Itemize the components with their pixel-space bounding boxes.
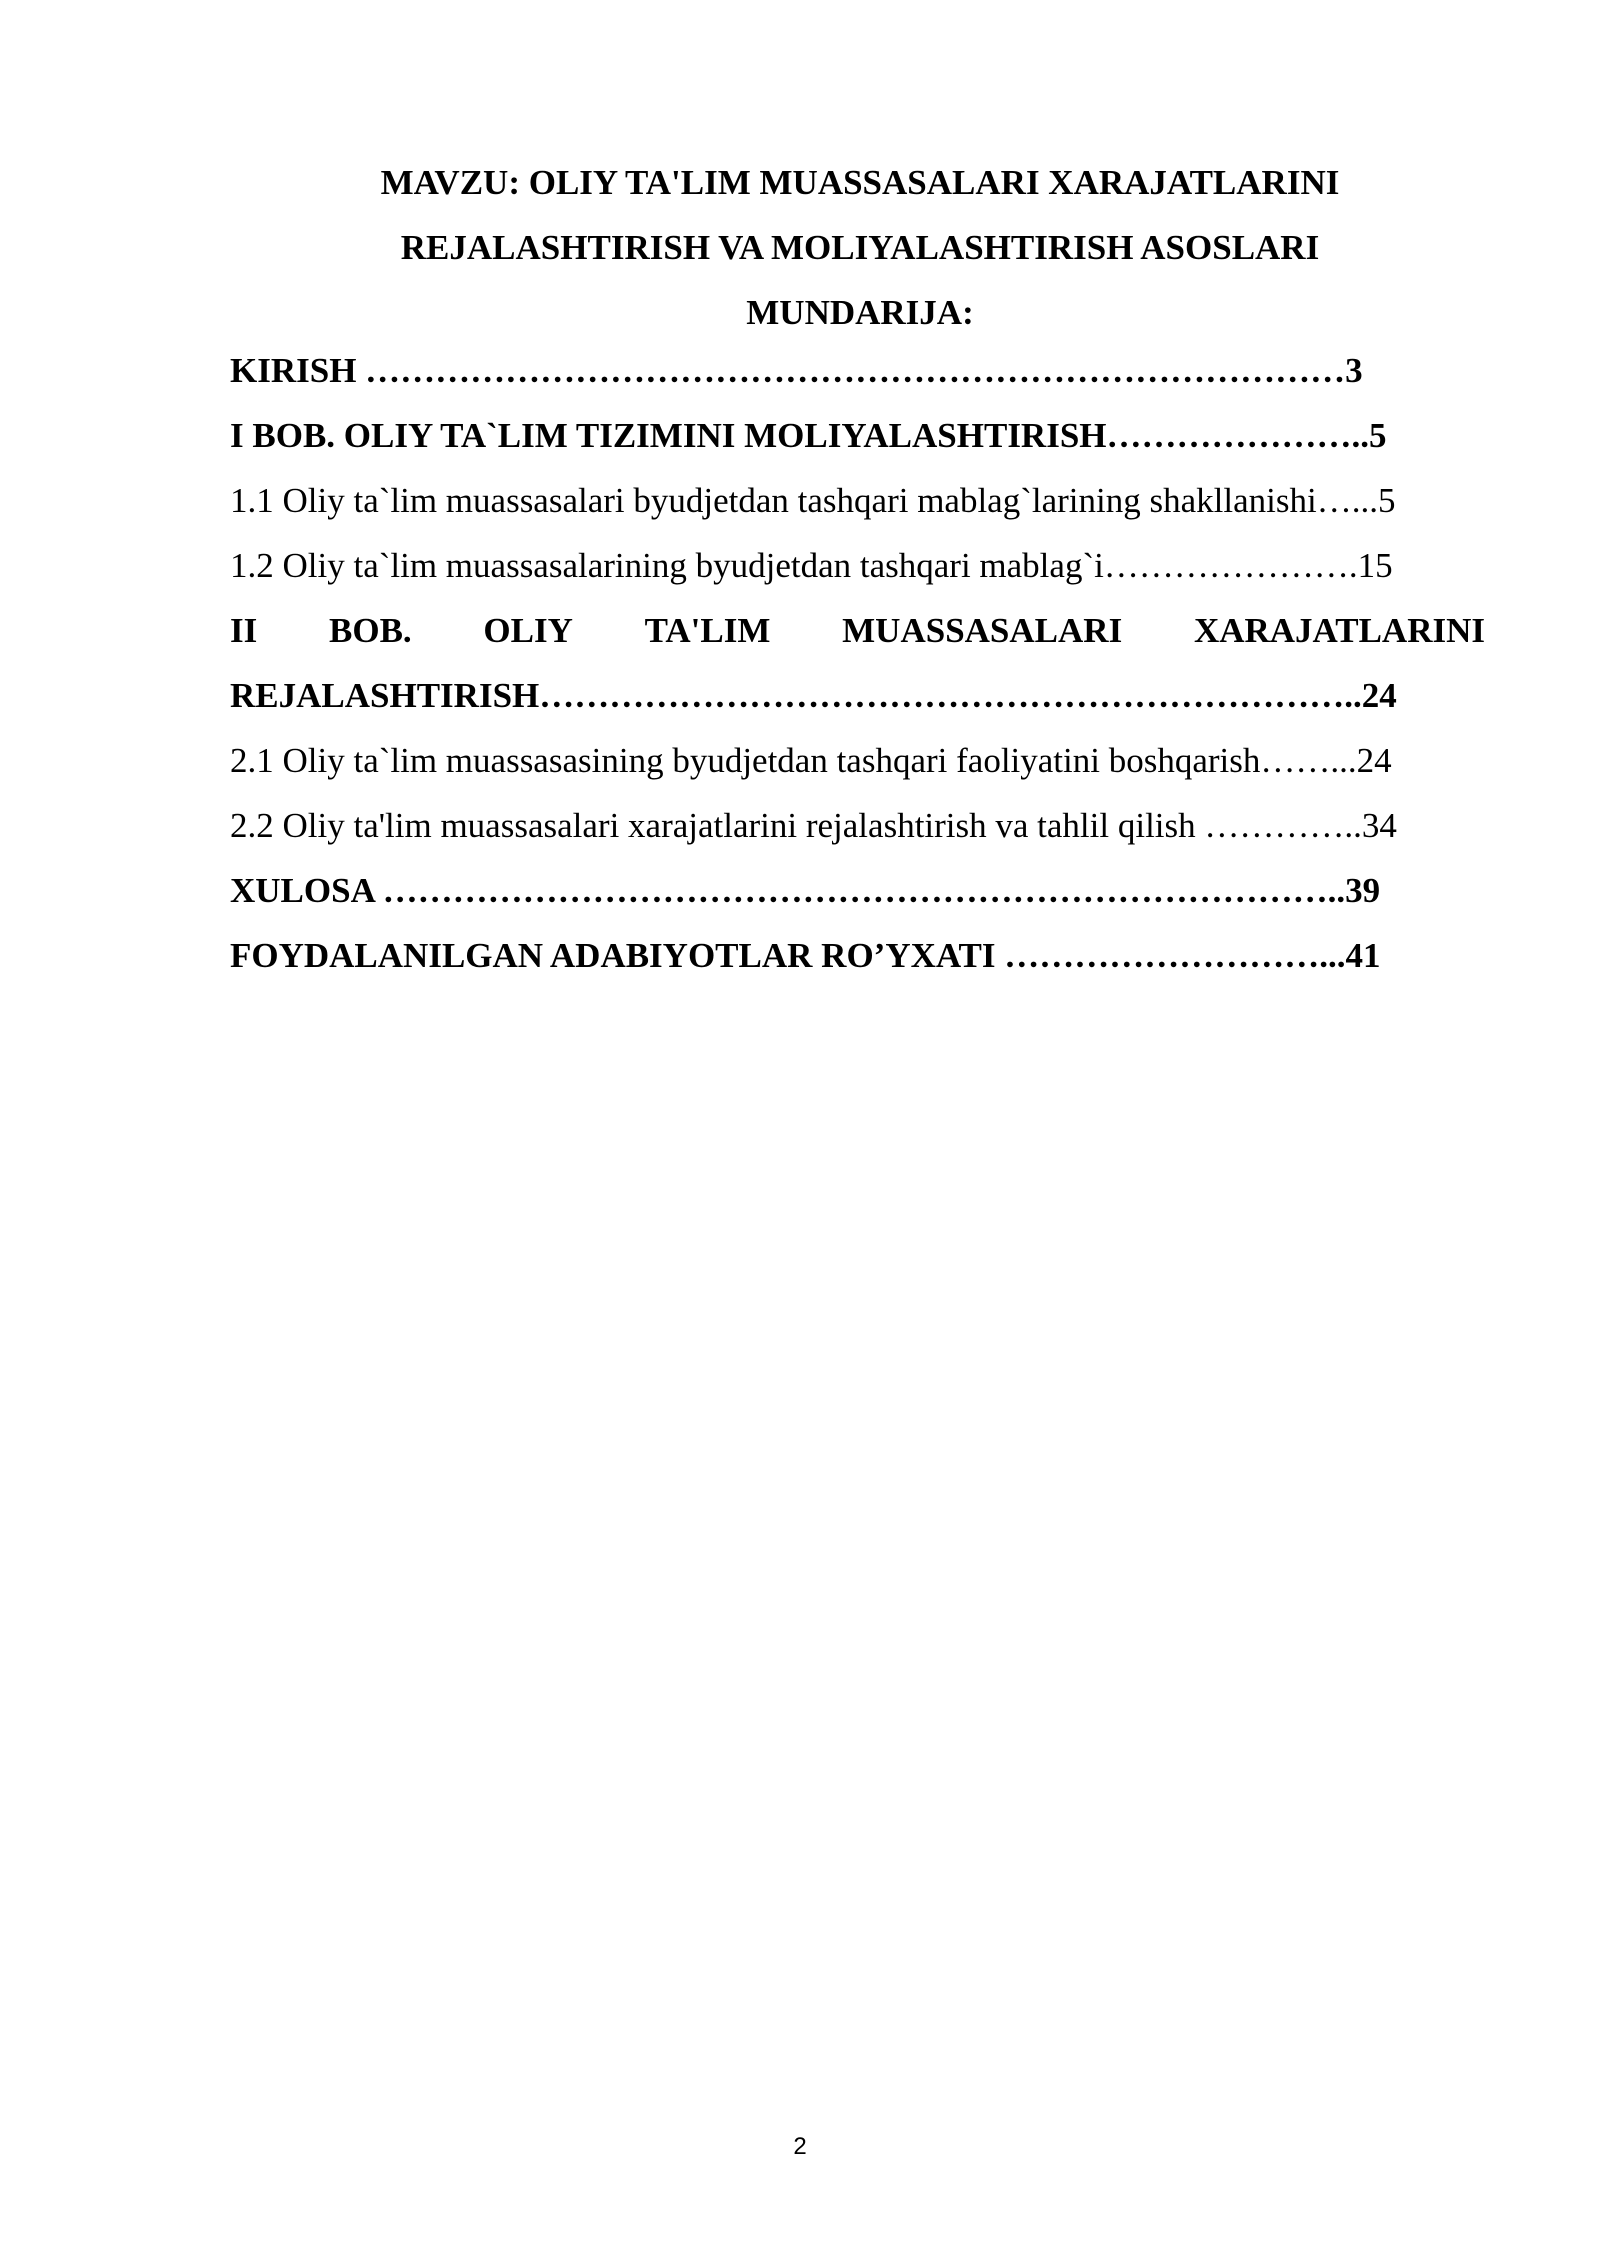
toc-word: OLIY — [483, 611, 573, 650]
toc-entry-section-1-1: 1.1 Oliy ta`lim muassasalari byudjetdan tashqari mablag`larining shakllanishi…...5 — [230, 481, 1396, 520]
toc-entry-section-2-1: 2.1 Oliy ta`lim muassasasining byudjetdan tashqari faoliyatini boshqarish……...24 — [230, 741, 1392, 780]
topic-title-line-1: MAVZU: OLIY TA'LIM MUASSASALARI XARAJATLARINI — [380, 163, 1340, 202]
toc-word: TA'LIM — [644, 611, 771, 650]
toc-entry-chapter-2-line-1 — [230, 598, 1485, 663]
toc-word: BOB. — [329, 611, 412, 650]
toc-word: XARAJATLARINI — [1193, 611, 1485, 650]
table-of-contents — [230, 338, 1485, 988]
toc-entry-chapter-1: I BOB. OLIY TA`LIM TIZIMINI MOLIYALASHTIRISH…………………..5 — [230, 416, 1387, 455]
contents-heading: MUNDARIJA: — [746, 293, 974, 332]
toc-entry-section-2-2: 2.2 Oliy ta'lim muassasalari xarajatlarini rejalashtirish va tahlil qilish …………..34 — [230, 806, 1397, 845]
toc-entry-adabiyotlar: FOYDALANILGAN ADABIYOTLAR RO’YXATI ………………………...41 — [230, 936, 1381, 975]
toc-entry-kirish: KIRISH …………………………………………………………………………3 — [230, 351, 1363, 390]
toc-entry-chapter-2-line-2: REJALASHTIRISH……………………………………………………………..24 — [230, 676, 1397, 715]
toc-entry-xulosa: XULOSA ………………………………………………………………………..39 — [230, 871, 1381, 910]
title-block — [230, 150, 1490, 345]
topic-title-line-2: REJALASHTIRISH VA MOLIYALASHTIRISH ASOSLARI — [400, 228, 1320, 267]
toc-word: MUASSASALARI — [842, 611, 1123, 650]
toc-word: II — [230, 611, 258, 650]
page-number: 2 — [793, 2133, 807, 2160]
toc-entry-section-1-2: 1.2 Oliy ta`lim muassasalarining byudjetdan tashqari mablag`i………………….15 — [230, 546, 1393, 585]
